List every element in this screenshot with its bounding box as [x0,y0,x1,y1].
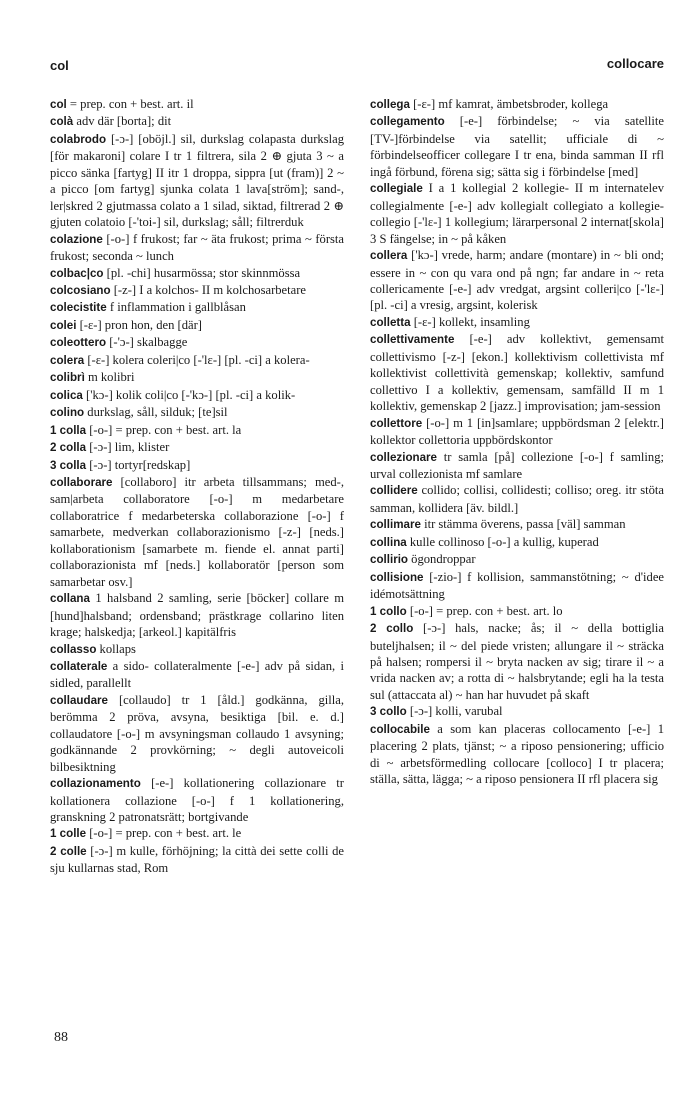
entry-definition: [-zio-] f kollision, sammanstötning; ~ d'idee idémotsättning [370,569,664,602]
entry-definition: [-o-] m 1 [in]samlare; uppbördsman 2 [elektr.] kollektor collettoria uppbördskontor [370,415,664,448]
entry-headword: colino [50,406,85,420]
entry-headword: collidere [370,484,418,498]
dictionary-entry [50,334,344,351]
entry-headword: collana [50,592,90,606]
entry-headword: 1 collo [370,604,407,618]
page-number: 88 [54,1030,68,1045]
entry-definition: a som kan placeras collocamento [-e-] 1 placering 2 plats, tjänst; ~ a riposo pensionering; ufficio di ~ arbetsförmedling collocare [colloco] I tr placera; ställa, sätta, lägga; ~ a riposo pensionera II rfl placera sig [370,721,664,787]
dictionary-entry [50,387,344,404]
entry-headword: collezionare [370,450,438,464]
dictionary-entry [370,534,664,551]
dictionary-entry [370,569,664,603]
entry-headword: colera [50,353,85,367]
dictionary-entry [50,369,344,386]
entry-definition: [-ɔ-] hals, nacke; ås; il ~ della bottiglia buteljhalsen; il ~ del piede vristen; allungare il ~ sträcka på halsen; rompersi il ~ bryta nacken av sig; tirare il ~ a vrida nacken av; a rotta di ~ halsbrytande; egli ha la testa sul (attaccata al) ~ han har huvudet på skaft [370,621,664,702]
dictionary-entry [370,96,664,113]
entry-definition: [-'ɔ-] skalbagge [106,335,188,350]
dictionary-entry [370,449,664,483]
entry-headword: colletta [370,315,411,329]
dictionary-entry [50,658,344,692]
dictionary-entry [50,457,344,474]
entry-definition: [-ɛ-] kolera coleri|co [-'lɛ-] [pl. -ci] a kolera- [84,352,310,367]
entry-definition: [-ɔ-] [oböjl.] sil, durkslag colapasta durkslag [för makaroni] colare I tr 1 filtrera, sila 2 ⊕ gjuta 3 ~ a picco sänka [fartyg] II itr 1 droppa, sippra [ut (fram)] 2 ~ a picco [om fartyg] sjunka colata 1 lava[ström]; sand-, ler|skred 2 gjutmassa colato a 1 silad, siktad, filtrerad 2 ⊕ gjuten colatoio [-'toi-] sil, durkslag; såll; filtrerduk [50,131,344,230]
entry-definition: a sido- collateralmente [-e-] adv på sidan, i sidled, parallellt [50,658,344,691]
entry-headword: collaterale [50,659,108,673]
entry-headword: 1 colle [50,827,87,841]
entry-definition: kulle collinoso [-o-] a kullig, kuperad [406,534,599,549]
dictionary-entry [50,692,344,775]
dictionary-entry [50,96,344,113]
entry-definition: ögondroppar [408,552,476,567]
entry-headword: colcosiano [50,283,111,297]
entry-definition: [-ɛ-] mf kamrat, ämbetsbroder, kollega [409,97,609,111]
entry-headword: colibrì [50,371,85,385]
entry-definition: f inflammation i gallblåsan [106,300,246,315]
entry-definition: [-ɔ-] kolli, varubal [406,704,503,719]
entry-headword: 3 colla [50,458,87,472]
entry-headword: collina [370,535,407,549]
dictionary-entry [50,439,344,456]
dictionary-entry [50,265,344,282]
dictionary-entry [50,404,344,421]
entry-headword: coleottero [50,336,107,350]
dictionary-entry [370,331,664,414]
entry-definition: [-e-] adv kollektivt, gemensamt collettivismo [-z-] [ekon.] kollektivism collettivista mf kollektivist collettività gemenskap; kollektiv, samfund collettivo I a kollektiv, gemensam, samfälld II m 1 kollektiv, gemenskap 2 [jazz.] improvisation; jam-session [370,332,664,414]
entry-headword: colei [50,318,77,332]
entry-headword: collegiale [370,182,423,196]
dictionary-entry [50,299,344,316]
entry-definition: m kolibri [84,370,135,385]
entry-definition: 1 halsband 2 samling, serie [böcker] collare m [hund]halsband; ordensband; prästkrage collarino liten krage; halskedja; [arkeol.] kapitälfris [50,591,344,640]
entry-headword: colica [50,388,83,402]
entry-definition: [-o-] = prep. con + best. art. la [86,422,242,437]
entry-headword: colà [50,115,74,129]
entry-definition: kollaps [96,641,136,656]
entry-headword: collasso [50,642,97,656]
dictionary-entry [370,247,664,314]
dictionary-entry [370,603,664,620]
entry-headword: collimare [370,518,421,532]
dictionary-entry [50,282,344,299]
entry-headword: collazionamento [50,777,141,791]
entry-headword: collettore [370,416,423,430]
entry-definition: [-ɔ-] lim, klister [86,440,170,455]
dictionary-entry [50,843,344,877]
entry-headword: collera [370,249,408,263]
dictionary-entry [50,775,344,825]
entry-headword: collisione [370,570,424,584]
entry-definition: [-ɔ-] tortyr[redskap] [86,457,191,472]
dictionary-entry [50,113,344,130]
dictionary-entry [50,474,344,590]
entry-definition: [collaudo] tr 1 [åld.] godkänna, gilla, berömma 2 pröva, avsyna, besiktiga [bil. e. d.] collaudatore [-o-] m avsyningsman collaudo 1 avsyning; godkännande 2 provkörning; ~ degli autoveicoli bilbesiktning [50,692,344,774]
entry-headword: collocabile [370,722,430,736]
entry-definition: ['kɔ-] kolik coli|co [-'kɔ-] [pl. -ci] a kolik- [82,387,296,402]
entry-definition: [collaboro] itr arbeta tillsammans; med-, sam|arbeta collaboratore [-o-] m medarbetare collaboratrice f medarbeterska collaborazione [-o-] f samarbete, medverkan collaborazionismo [-z-] [neds.] kollaborationism [samarbete m. fiende el. annat parti] collaborazionista mf [neds.] kollaboratör [person som samarbetar osv.] [50,474,344,589]
entry-definition: [-o-] f frukost; far ~ äta frukost; prima ~ första frukost; seconda ~ lunch [50,231,344,264]
entry-headword: colbac|co [50,266,104,280]
entry-headword: colecistite [50,301,107,315]
entry-headword: colazione [50,232,103,246]
entry-definition: collido; collisi, collidesti; colliso; oreg. itr stöta samman, kollidera [äv. bildl.] [370,483,664,515]
dictionary-entry [50,422,344,439]
entry-definition: ['kɔ-] vrede, harm; andare (montare) in ~ bli ond; essere in ~ con qu vara ond på ngn; far andare in ~ reta collericamente [-e-] adv vredgat, argsint colleri|co [-'lɛ-] [pl. -ci] a vresig, argsint, kolerisk [370,248,664,313]
entry-headword: collirio [370,553,409,567]
entry-definition: I a 1 kollegial 2 kollegie- II m internatelev collegialmente [-e-] adv kollegialt collegiato a kollegie- collegio [-'lɛ-] 1 kollegium; lärarpersonal 2 internat[skola] 3 S fängelse; in ~ på kåken [370,181,664,246]
dictionary-entry [370,113,664,180]
entry-definition: [-o-] = prep. con + best. art. le [86,826,242,841]
dictionary-entry [370,180,664,247]
entry-headword: 2 collo [370,622,414,636]
entry-definition: [-e-] kollationering collazionare tr kollationera collazione [-o-] f 1 kollationering, granskning 2 patronatsrätt; bortgivande [50,776,344,825]
header-left-guide-word: col [50,58,69,73]
header-right-guide-word: collocare [606,56,664,71]
entry-definition: adv där [borta]; dit [73,114,172,129]
entry-definition: [-ɔ-] m kulle, förhöjning; la città dei sette colli de sju kullarnas stad, Rom [50,843,345,876]
entry-definition: [-ɛ-] pron hon, den [där] [76,317,203,332]
dictionary-entry [370,721,664,788]
dictionary-entry [50,825,344,842]
entry-headword: 2 colla [50,441,87,455]
entry-definition: = prep. con + best. art. il [66,97,194,111]
dictionary-entry [50,590,344,640]
right-column [370,96,664,788]
entry-definition: durkslag, såll, silduk; [te]sil [84,405,228,420]
dictionary-entry [370,703,664,720]
dictionary-entry [50,317,344,334]
entry-definition: [-o-] = prep. con + best. art. lo [406,603,563,618]
entry-definition: tr samla [på] collezione [-o-] f samling; urval collezionista mf samlare [370,449,664,481]
entry-headword: collega [370,98,410,111]
entry-headword: collaborare [50,475,113,489]
entry-definition: itr stämma överens, passa [väl] samman [420,517,626,532]
entry-definition: [-ɛ-] kollekt, insamling [410,314,530,329]
entry-headword: col [50,98,67,111]
dictionary-entry [370,620,664,703]
dictionary-entry [50,231,344,265]
entry-headword: 2 colle [50,844,87,858]
entry-headword: collettivamente [370,333,455,347]
dictionary-entry [370,516,664,533]
dictionary-entry [370,314,664,331]
entry-headword: colabrodo [50,132,107,146]
entry-headword: collegamento [370,115,445,129]
entry-definition: [-z-] I a kolchos- II m kolchosarbetare [110,282,307,297]
dictionary-entry [370,415,664,449]
entry-headword: 3 collo [370,705,407,719]
entry-headword: 1 colla [50,423,87,437]
dictionary-entry [50,131,344,231]
entry-definition: [-e-] förbindelse; ~ via satellite [TV-]förbindelse via satellit; ufficiale di ~ förbindelseofficer collegare I tr ena, binda samman II rfl ingå förbund, förena sig; sätta sig i förbindelse [med] [370,114,664,179]
entry-headword: collaudare [50,693,108,707]
entry-definition: [pl. -chi] husarmössa; stor skinnmössa [103,265,301,280]
dictionary-entry [370,482,664,516]
left-column [50,96,344,877]
dictionary-entry [370,551,664,568]
dictionary-entry [50,352,344,369]
dictionary-entry [50,641,344,658]
